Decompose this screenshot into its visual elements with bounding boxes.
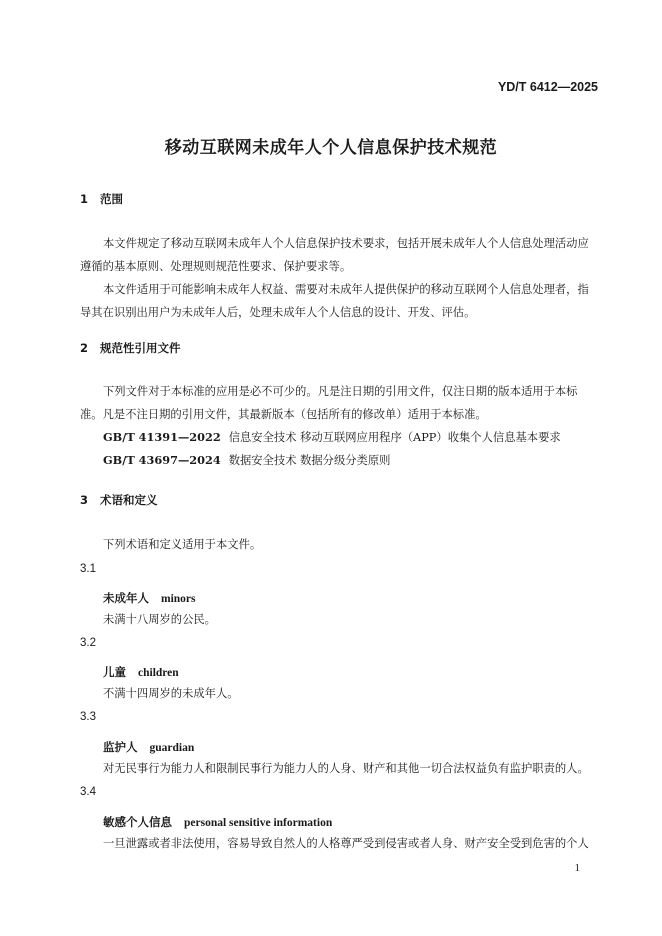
term-en: guardian <box>149 742 195 754</box>
document-title: 移动互联网未成年人个人信息保护技术规范 <box>164 138 498 158</box>
reference-title: 数据安全技术 数据分级分类原则 <box>228 454 391 467</box>
reference-item <box>103 429 561 445</box>
term-name <box>103 590 196 606</box>
section-title: 范围 <box>100 192 123 206</box>
term-en: minors <box>161 593 196 605</box>
reference-code: GB/T 41391—2022 <box>103 430 221 444</box>
scope-paragraph-2: 本文件适用于可能影响未成年人权益、需要对未成年人提供保护的移动互联网个人信息处理者，指导其在识别出用户为未成年人后，处理未成年人个人信息的设计、开发、评估。 <box>80 283 589 319</box>
section-heading-normative <box>80 340 181 356</box>
section-heading-scope <box>80 191 123 207</box>
reference-item <box>103 452 390 468</box>
term-definition: 对无民事行为能力人和限制民事行为能力人的人身、财产和其他一切合法权益负有监护职责的人。 <box>103 762 589 775</box>
term-name <box>103 814 332 830</box>
section-title: 规范性引用文件 <box>100 341 181 355</box>
term-name <box>103 664 179 680</box>
term-zh: 敏感个人信息 <box>103 815 172 829</box>
page-number: 1 <box>574 862 580 874</box>
reference-code: GB/T 43697—2024 <box>103 453 221 467</box>
term-number: 3.4 <box>80 786 96 798</box>
term-zh: 监护人 <box>103 740 138 754</box>
terms-intro: 下列术语和定义适用于本文件。 <box>103 538 262 551</box>
normative-paragraph: 下列文件对于本标准的应用是必不可少的。凡是注日期的引用文件，仅注日期的版本适用于本标准。凡是不注日期的引用文件，其最新版本（包括所有的修改单）适用于本标准。 <box>80 385 578 421</box>
term-number: 3.3 <box>80 711 96 723</box>
term-definition: 未满十八周岁的公民。 <box>103 613 216 626</box>
term-zh: 儿童 <box>103 665 126 679</box>
term-en: personal sensitive information <box>184 817 333 829</box>
term-number: 3.2 <box>80 637 96 649</box>
term-en: children <box>138 667 179 679</box>
term-definition: 不满十四周岁的未成年人。 <box>103 687 239 700</box>
reference-title: 信息安全技术 移动互联网应用程序（APP）收集个人信息基本要求 <box>228 431 561 444</box>
section-number: 1 <box>80 192 89 206</box>
term-zh: 未成年人 <box>103 591 149 605</box>
term-number: 3.1 <box>80 563 96 575</box>
section-number: 2 <box>80 341 89 355</box>
standard-code: YD/T 6412—2025 <box>497 80 598 94</box>
scope-paragraph-1: 本文件规定了移动互联网未成年人个人信息保护技术要求，包括开展未成年人个人信息处理活动应遵循的基本原则、处理规则规范性要求、保护要求等。 <box>80 237 589 273</box>
section-title: 术语和定义 <box>100 493 158 507</box>
term-name <box>103 739 194 755</box>
term-definition: 一旦泄露或者非法使用，容易导致自然人的人格尊严受到侵害或者人身、财产安全受到危害的个人 <box>103 837 589 850</box>
section-heading-terms <box>80 492 158 508</box>
section-number: 3 <box>80 493 89 507</box>
